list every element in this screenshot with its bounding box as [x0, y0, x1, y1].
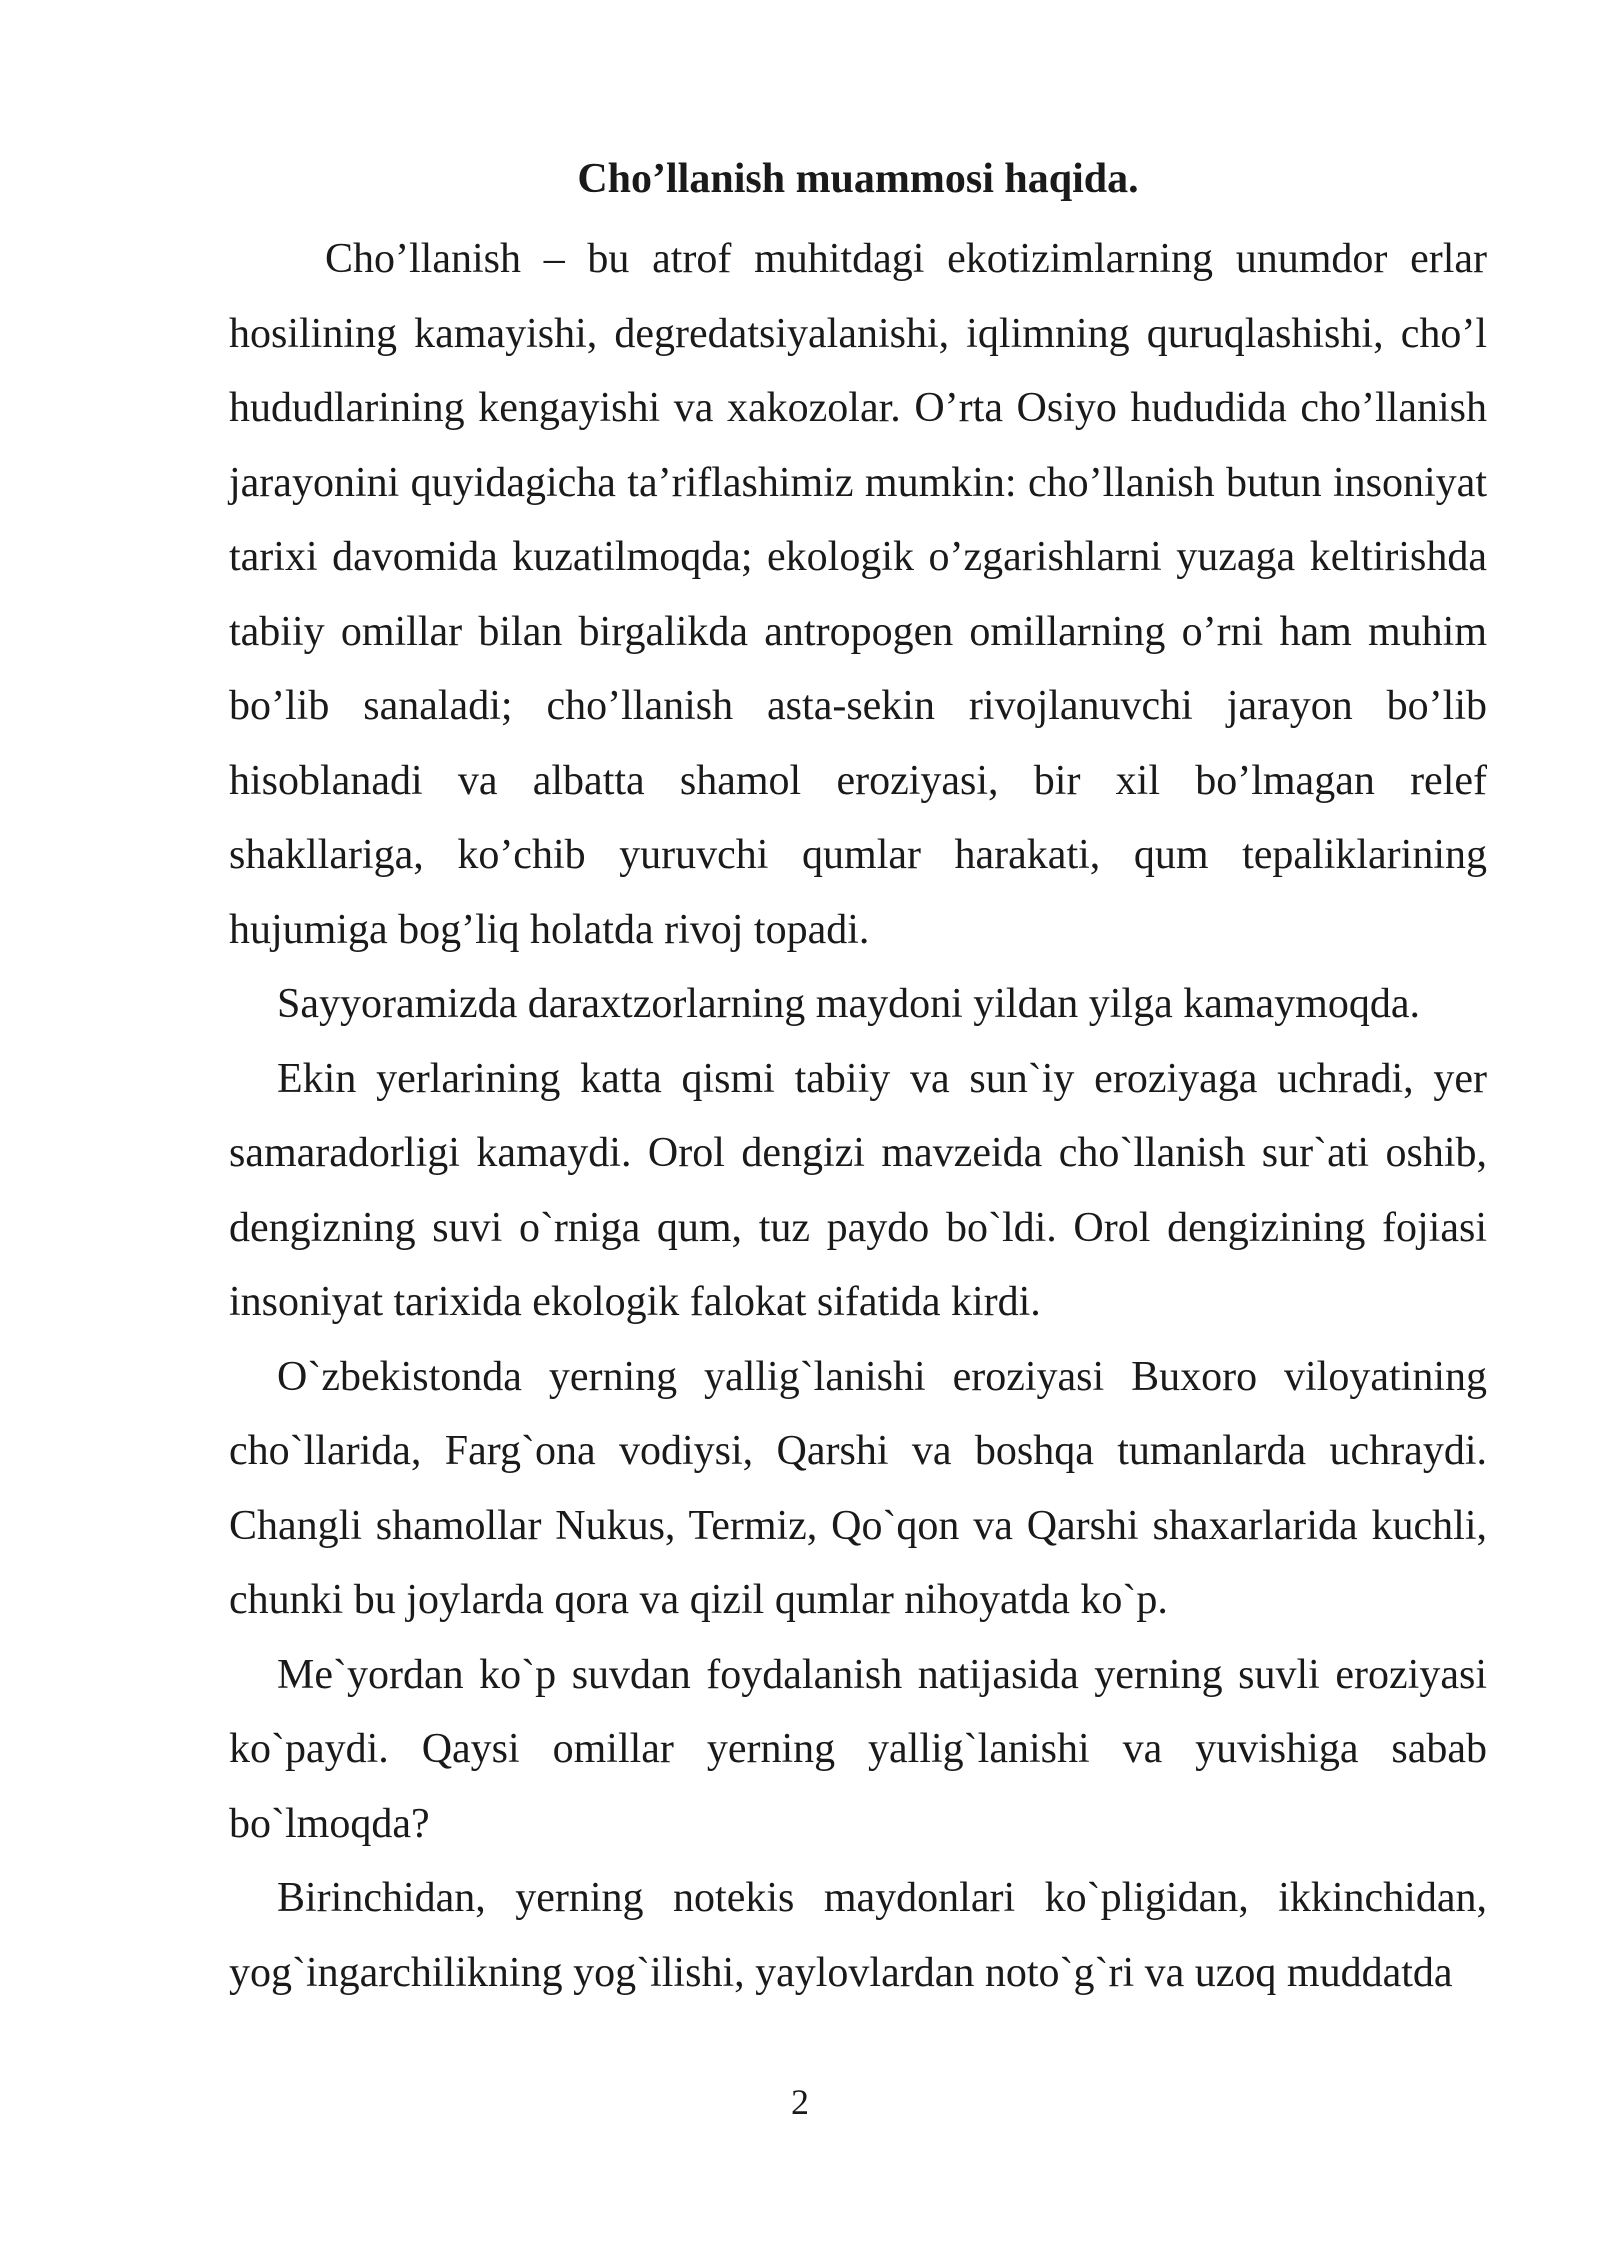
- page-number: 2: [791, 2082, 809, 2122]
- paragraph-water-erosion: Me`yordan ko`p suvdan foydalanish natijasida yerning suvli eroziyasi ko`paydi. Qaysi omillar yerning yallig`lanishi va yuvishiga sabab bo`lmoqda?: [229, 1651, 1487, 1847]
- paragraph-uzbekistan-erosion: O`zbekistonda yerning yallig`lanishi eroziyasi Buxoro viloyatining cho`llarida, Farg`ona vodiysi, Qarshi va boshqa tumanlarda uchraydi. Changli shamollar Nukus, Termiz, Qo`qon va Qarshi shaxarlarida kuchli, chunki bu joylarda qora va qizil qumlar nihoyatda ko`p.: [229, 1353, 1487, 1623]
- paragraph-forests: Sayyoramizda daraxtzorlarning maydoni yildan yilga kamaymoqda.: [277, 981, 1420, 1027]
- page-content: [229, 148, 1487, 2010]
- paragraph-causes: Birinchidan, yerning notekis maydonlari ko`pligidan, ikkinchidan, yog`ingarchilikning yog`ilishi, yaylovlardan noto`g`ri va uzoq muddatda: [229, 1875, 1487, 1996]
- paragraph-desertification-definition: Cho’llanish – bu atrof muhitdagi ekotizimlarning unumdor erlar hosilining kamayishi, degredatsiyalanishi, iqlimning quruqlashishi, cho’l hududlarining kengayishi va xakozolar. O’rta Osiyo hududida cho’llanish jarayonini quyidagicha ta’riflashimiz mumkin: cho’llanish butun insoniyat tarixi davomida kuzatilmoqda; ekologik o’zgarishlarni yuzaga keltirishda tabiiy omillar bilan birgalikda antropogen omillarning o’rni ham muhim bo’lib sanaladi; cho’llanish asta-sekin rivojlanuvchi jarayon bo’lib hisoblanadi va albatta shamol eroziyasi, bir xil bo’lmagan relef shakllariga, ko’chib yuruvchi qumlar harakati, qum tepaliklarining hujumiga bog’liq holatda rivoj topadi.: [229, 236, 1487, 953]
- paragraph-aral-sea: Ekin yerlarining katta qismi tabiiy va sun`iy eroziyaga uchradi, yer samaradorligi kamaydi. Orol dengizi mavzeida cho`llanish sur`ati oshib, dengizning suvi o`rniga qum, tuz paydo bo`ldi. Orol dengizining fojiasi insoniyat tarixida ekologik falokat sifatida kirdi.: [229, 1055, 1487, 1325]
- document-title: Cho’llanish muammosi haqida.: [577, 156, 1139, 202]
